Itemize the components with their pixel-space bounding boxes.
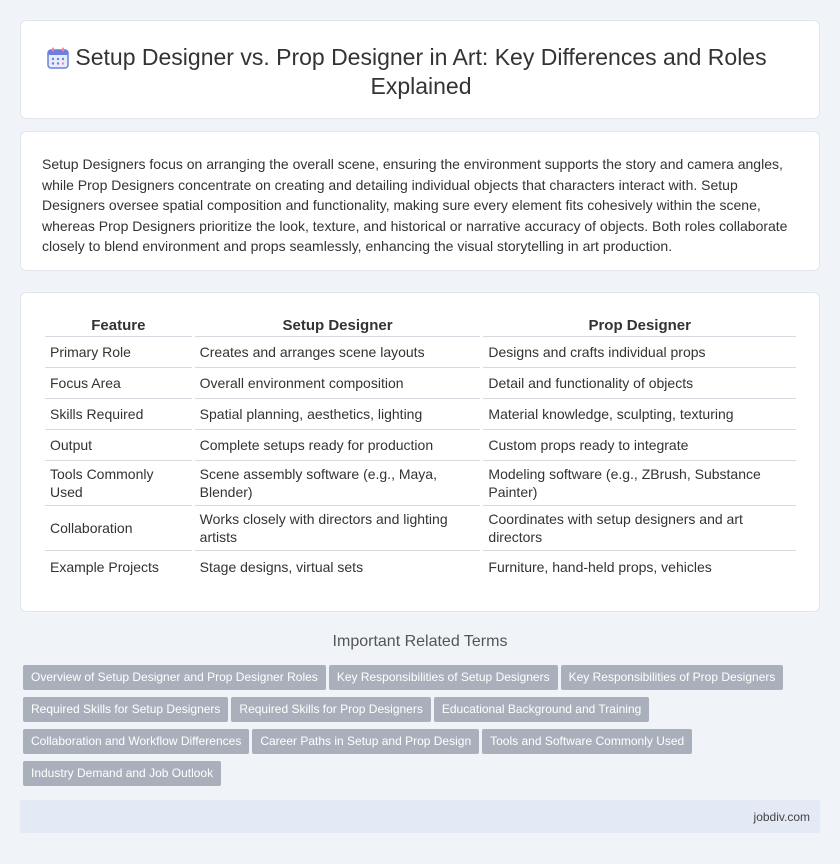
- related-term-tag[interactable]: Overview of Setup Designer and Prop Designer Roles: [23, 665, 326, 690]
- setup-cell: Complete setups ready for production: [195, 430, 481, 461]
- feature-cell: Collaboration: [45, 506, 192, 551]
- table-header-row: [45, 313, 796, 337]
- prop-cell: Designs and crafts individual props: [483, 337, 796, 368]
- related-term-tag[interactable]: Required Skills for Prop Designers: [231, 697, 430, 722]
- prop-cell: Custom props ready to integrate: [483, 430, 796, 461]
- table-row: [45, 461, 796, 506]
- related-terms-list: [23, 665, 813, 793]
- table-row: [45, 399, 796, 430]
- related-term-tag[interactable]: Educational Background and Training: [434, 697, 649, 722]
- setup-cell: Stage designs, virtual sets: [199, 558, 364, 575]
- feature-cell: Focus Area: [45, 368, 192, 399]
- related-term-tag[interactable]: Required Skills for Setup Designers: [23, 697, 228, 722]
- setup-cell: Spatial planning, aesthetics, lighting: [195, 399, 481, 430]
- prop-cell: Detail and functionality of objects: [483, 368, 796, 399]
- intro-paragraph: Setup Designers focus on arranging the overall scene, ensuring the environment supports the story and camera angles, while Prop Designers concentrate on creating and detailing individual objects that characters interact with. Setup Designers oversee spatial composition and functionality, making sure every element fits cohesively within the scene, whereas Prop Designers prioritize the look, texture, and historical or narrative accuracy of objects. Both roles collaborate closely to blend environment and props seamlessly, enhancing the visual storytelling in art production.: [42, 156, 788, 254]
- related-term-tag[interactable]: Industry Demand and Job Outlook: [23, 761, 221, 786]
- page-title: Setup Designer vs. Prop Designer in Art: Key Differences and Roles Explained: [75, 44, 767, 99]
- footer-bar: [20, 800, 820, 833]
- table-row: [45, 430, 796, 461]
- related-term-tag[interactable]: Career Paths in Setup and Prop Design: [252, 729, 479, 754]
- related-terms-heading: Important Related Terms: [332, 633, 508, 650]
- comparison-table: [42, 313, 799, 582]
- header-prop-designer: Prop Designer: [483, 313, 796, 337]
- feature-cell: Tools Commonly Used: [45, 461, 192, 506]
- table-row: [45, 551, 796, 582]
- prop-cell: Material knowledge, sculpting, texturing: [483, 399, 796, 430]
- feature-cell: Example Projects: [50, 558, 159, 575]
- title-card: [20, 20, 820, 119]
- intro-card: [20, 131, 820, 271]
- header-feature: Feature: [45, 313, 192, 337]
- related-term-tag[interactable]: Tools and Software Commonly Used: [482, 729, 692, 754]
- prop-cell: Modeling software (e.g., ZBrush, Substance Painter): [483, 461, 796, 506]
- feature-cell: Skills Required: [45, 399, 192, 430]
- feature-cell: Output: [45, 430, 192, 461]
- header-setup-designer: Setup Designer: [195, 313, 481, 337]
- prop-cell: Furniture, hand-held props, vehicles: [488, 558, 712, 575]
- comparison-card: [20, 292, 820, 612]
- footer-brand-link[interactable]: jobdiv.com: [753, 810, 810, 824]
- table-row: [45, 368, 796, 399]
- table-row: [45, 337, 796, 368]
- setup-cell: Scene assembly software (e.g., Maya, Blender): [195, 461, 481, 506]
- prop-cell: Coordinates with setup designers and art directors: [483, 506, 796, 551]
- related-term-tag[interactable]: Key Responsibilities of Prop Designers: [561, 665, 784, 690]
- setup-cell: Overall environment composition: [195, 368, 481, 399]
- related-term-tag[interactable]: Collaboration and Workflow Differences: [23, 729, 249, 754]
- setup-cell: Works closely with directors and lighting artists: [195, 506, 481, 551]
- setup-cell: Creates and arranges scene layouts: [195, 337, 481, 368]
- table-row: [45, 506, 796, 551]
- feature-cell: Primary Role: [45, 337, 192, 368]
- related-term-tag[interactable]: Key Responsibilities of Setup Designers: [329, 665, 558, 690]
